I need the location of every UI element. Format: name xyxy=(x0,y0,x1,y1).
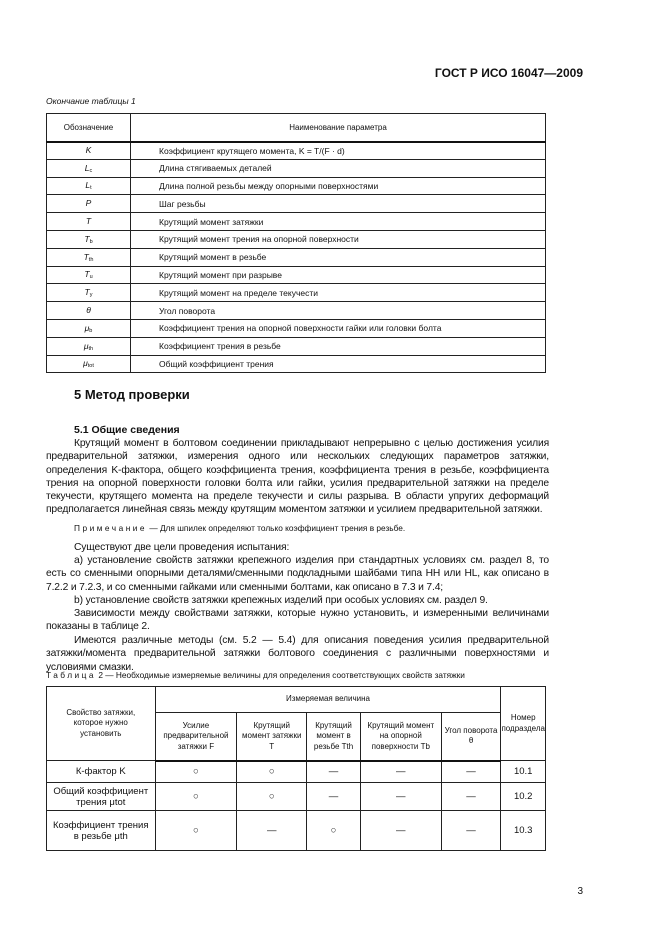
col-header: Крутящий момент в резьбе Tth xyxy=(307,713,361,761)
name-cell: Длина стягиваемых деталей xyxy=(131,159,546,177)
table-row xyxy=(47,302,546,320)
name-cell: Угол поворота xyxy=(131,302,546,320)
paragraph: Зависимости между свойствами затяжки, которые нужно установить, и измеренными величинами показаны в таблице 2. xyxy=(46,608,549,633)
name-cell: Крутящий момент при разрыве xyxy=(131,266,546,284)
mark-cell: ○ xyxy=(307,811,361,851)
table-row xyxy=(47,284,546,302)
symbol-cell: μtot xyxy=(47,355,131,373)
table-row xyxy=(47,230,546,248)
symbol-cell: Tu xyxy=(47,266,131,284)
name-cell: Крутящий момент в резьбе xyxy=(131,248,546,266)
table-row xyxy=(47,248,546,266)
symbol-cell: μb xyxy=(47,319,131,337)
col-header: Обозначение xyxy=(47,114,131,142)
name-cell: Длина полной резьбы между опорными поверхностями xyxy=(131,177,546,195)
table-row xyxy=(47,195,546,213)
property-cell: Общий коэффициент трения μtot xyxy=(47,783,156,811)
caption-label: Таблица xyxy=(46,670,97,680)
list-item-b: b) установление свойств затяжки крепежных изделий при особых условиях см. раздел 9. xyxy=(74,595,488,606)
table-row xyxy=(47,355,546,373)
table-row xyxy=(47,319,546,337)
list-item-a: a) установление свойств затяжки крепежного изделия при стандартных условиях см. раздел 8, то есть со сменными опорными деталями/сменными подкладными шайбами типа HH или HL, как описано в 7.2.2 и 7.2.3, и со сменными гайками или сменными болтами, как описано в 7.3 и 7.4; xyxy=(46,555,549,593)
col-header-number: Номер подраздела xyxy=(501,687,546,761)
note-label: Примечание xyxy=(74,523,148,533)
mark-cell: ○ xyxy=(237,783,307,811)
table-row xyxy=(47,337,546,355)
table-row xyxy=(47,811,546,851)
mark-cell: ○ xyxy=(155,811,237,851)
name-cell: Крутящий момент затяжки xyxy=(131,213,546,231)
mark-cell: ○ xyxy=(155,783,237,811)
table1-caption: Окончание таблицы 1 xyxy=(46,96,136,106)
table-row xyxy=(47,159,546,177)
col-header: Усилие предварительной затяжки F xyxy=(155,713,237,761)
mark-cell: — xyxy=(441,811,501,851)
symbol-cell: Lc xyxy=(47,159,131,177)
col-header: Угол поворота θ xyxy=(441,713,501,761)
col-header-property: Свойство затяжки, которое нужно установить xyxy=(47,687,156,761)
symbol-cell: μth xyxy=(47,337,131,355)
symbol-cell: T xyxy=(47,213,131,231)
name-cell: Коэффициент трения в резьбе xyxy=(131,337,546,355)
page-number: 3 xyxy=(577,886,583,897)
mark-cell: ○ xyxy=(155,761,237,783)
caption-text: 2 — Необходимые измеряемые величины для определения соответствующих свойств затяжки xyxy=(96,670,465,680)
name-cell: Крутящий момент на пределе текучести xyxy=(131,284,546,302)
table-row xyxy=(47,142,546,160)
symbol-cell: Tb xyxy=(47,230,131,248)
note-text: — Для шпилек определяют только коэффициент трения в резьбе. xyxy=(147,523,406,533)
symbol-cell: Tth xyxy=(47,248,131,266)
symbol-cell: θ xyxy=(47,302,131,320)
col-header: Наименование параметра xyxy=(131,114,546,142)
mark-cell: ○ xyxy=(237,761,307,783)
symbol-cell: P xyxy=(47,195,131,213)
paragraph: Существуют две цели проведения испытания: xyxy=(74,542,290,553)
name-cell: Коэффициент крутящего момента, K = T/(F · d) xyxy=(131,142,546,160)
table-2 xyxy=(46,686,546,851)
table-row xyxy=(47,266,546,284)
table-row xyxy=(47,783,546,811)
note xyxy=(74,523,405,533)
document-header: ГОСТ Р ИСО 16047—2009 xyxy=(434,66,583,80)
symbol-cell: Ty xyxy=(47,284,131,302)
name-cell: Шаг резьбы xyxy=(131,195,546,213)
paragraph: Крутящий момент в болтовом соединении прикладывают непрерывно с целью достижения усилия предварительной затяжки, измерения одного или нескольких следующих параметров затяжки, определения K-фактора, общего коэффициента трения, коэффициента трения в резьбе, коэффициента трения на опорной поверхности головки болта или гайки, усилия предварительной затяжки на пределе текучести, крутящего момента на пределе текучести и силы разрыва. В области упругих деформаций предполагается линейная связь между крутящим моментом затяжки и усилием предварительной затяжки. xyxy=(46,438,549,516)
table-row xyxy=(47,177,546,195)
table-1 xyxy=(46,113,546,373)
table-row xyxy=(47,761,546,783)
mark-cell: — xyxy=(307,783,361,811)
symbol-cell: K xyxy=(47,142,131,160)
section-title: 5 Метод проверки xyxy=(74,387,190,402)
mark-cell: — xyxy=(307,761,361,783)
name-cell: Общий коэффициент трения xyxy=(131,355,546,373)
mark-cell: — xyxy=(237,811,307,851)
subsection-title: 5.1 Общие сведения xyxy=(74,424,180,436)
symbol-cell: Lt xyxy=(47,177,131,195)
paragraph: Имеются различные методы (см. 5.2 — 5.4) для описания поведения усилия предварительной затяжки/момента предварительной затяжки болтового соединения с различными поверхностями и условиями смазки. xyxy=(46,635,549,673)
mark-cell: — xyxy=(360,811,441,851)
col-header: Крутящий момент на опорной поверхности Tb xyxy=(360,713,441,761)
number-cell: 10.1 xyxy=(501,761,546,783)
property-cell: К-фактор K xyxy=(47,761,156,783)
property-cell: Коэффициент трения в резьбе μth xyxy=(47,811,156,851)
mark-cell: — xyxy=(441,761,501,783)
mark-cell: — xyxy=(360,783,441,811)
mark-cell: — xyxy=(441,783,501,811)
number-cell: 10.3 xyxy=(501,811,546,851)
number-cell: 10.2 xyxy=(501,783,546,811)
name-cell: Крутящий момент трения на опорной поверхности xyxy=(131,230,546,248)
table-row xyxy=(47,213,546,231)
table2-caption xyxy=(46,670,465,680)
col-header-measured: Измеряемая величина xyxy=(155,687,501,713)
mark-cell: — xyxy=(360,761,441,783)
name-cell: Коэффициент трения на опорной поверхности гайки или головки болта xyxy=(131,319,546,337)
col-header: Крутящий момент затяжки T xyxy=(237,713,307,761)
